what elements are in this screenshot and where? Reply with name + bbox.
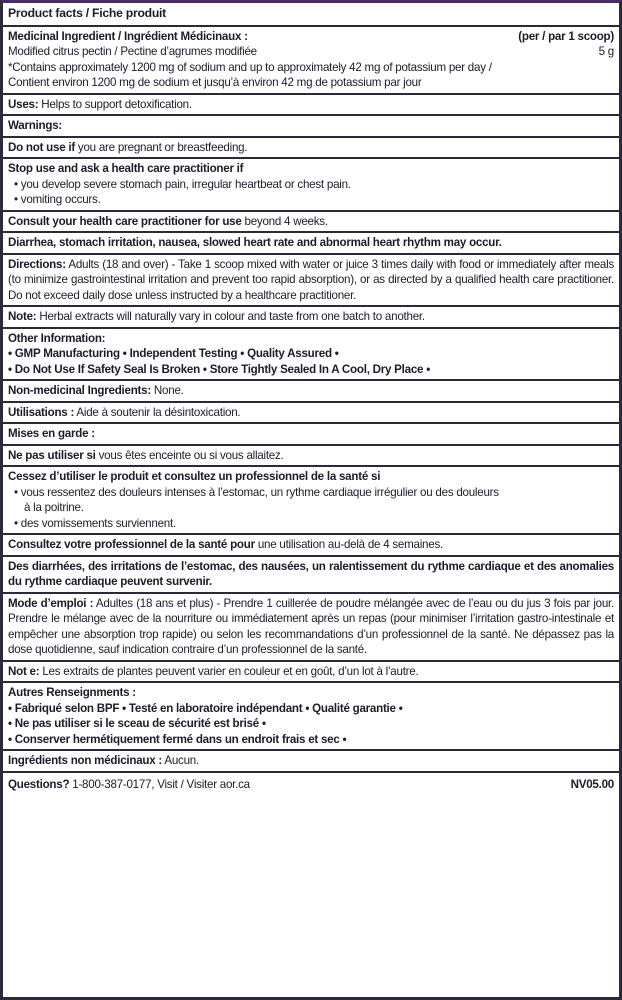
uses-text: Helps to support detoxification. (38, 97, 192, 111)
do-not-use-text: you are pregnant or breastfeeding. (74, 140, 248, 154)
other-information-line: • GMP Manufacturing • Independent Testing • Quality Assured • (8, 347, 339, 360)
non-medicinal-label: Non-medicinal Ingredients: (8, 384, 151, 397)
consultez-label: Consultez votre professionnel de la santé pour (8, 538, 255, 551)
footer (3, 773, 619, 797)
consult-section (3, 212, 619, 234)
stop-use-item: • you develop severe stomach pain, irregular heartbeat or chest pain. (14, 177, 351, 191)
utilisations-label: Utilisations : (8, 405, 75, 419)
contact-text: 1-800-387-0177, Visit / Visiter aor.ca (69, 777, 250, 791)
ne-pas-utiliser-section (3, 446, 619, 468)
autres-renseignements-line: • Ne pas utiliser si le sceau de sécurité est brisé • (8, 717, 266, 730)
questions-label: Questions? (8, 777, 70, 791)
other-information-section (3, 329, 619, 382)
effets-secondaires-warning: Des diarrhées, des irritations de l’estomac, des nausées, un ralentissement du rythme cardiaque et des anomalies du rythme cardiaque peuvent survenir. (3, 557, 619, 594)
stop-use-item: • vomiting occurs. (14, 193, 101, 206)
warnings-title: Warnings: (3, 116, 619, 138)
other-information-label: Other Information: (8, 331, 106, 345)
cessez-item: • des vomissements surviennent. (14, 516, 176, 530)
panel-title: Product facts / Fiche produit (3, 3, 619, 27)
autres-renseignements-section (3, 683, 619, 751)
mises-en-garde-title: Mises en garde : (3, 424, 619, 446)
ingredient-amount: 5 g (598, 45, 614, 58)
stop-use-section (3, 159, 619, 212)
mode-emploi-section (3, 594, 619, 662)
autres-renseignements-line: • Conserver hermétiquement fermé dans un endroit frais et sec • (8, 732, 347, 746)
uses-label: Uses: (8, 97, 39, 111)
autres-renseignements-line: • Fabriqué selon BPF • Testé en laboratoire indépendant • Qualité garantie • (8, 701, 403, 715)
other-information-line: • Do Not Use If Safety Seal Is Broken • Store Tightly Sealed In A Cool, Dry Place • (8, 362, 431, 376)
ingredients-non-medicinaux-text: Aucun. (162, 754, 199, 767)
non-medicinal-section (3, 381, 619, 403)
serving-size-label: (per / par 1 scoop) (518, 29, 614, 43)
utilisations-text: Aide à soutenir la désintoxication. (74, 405, 241, 419)
ingredients-non-medicinaux-label: Ingrédients non médicinaux : (8, 754, 163, 767)
note-fr-label: Not e: (8, 664, 40, 678)
mode-emploi-text: Adultes (18 ans et plus) - Prendre 1 cuillerée de poudre mélangée avec de l’eau ou du jus 3 fois par jour. Prendre le mélange avec de la nourriture ou immédiatement après un repas (pour minimiser l’irritation gastro-intestinale et empêcher une absorption trop rapide) ou selon les recommandations d’un professionnel de la santé. Ne dépassez pas la dose quotidienne, sauf indication contraire d’un professionnel de la santé. (8, 596, 614, 656)
medicinal-ingredient-section (3, 27, 619, 95)
product-code: NV05.00 (570, 777, 614, 791)
ne-pas-utiliser-label: Ne pas utiliser si (8, 448, 96, 462)
consultez-section (3, 535, 619, 557)
cessez-item-continued: à la poitrine. (24, 501, 84, 514)
do-not-use-section (3, 138, 619, 160)
autres-renseignements-label: Autres Renseignments : (8, 686, 136, 699)
note-fr-text: Les extraits de plantes peuvent varier en couleur et en goût, d’un lot à l’autre. (39, 664, 419, 678)
non-medicinal-text: None. (150, 384, 184, 397)
note-section (3, 307, 619, 329)
ne-pas-utiliser-text: vous êtes enceinte ou si vous allaitez. (95, 448, 284, 462)
cessez-label: Cessez d’utiliser le produit et consultez un professionnel de la santé si (8, 470, 381, 483)
directions-label: Directions: (8, 257, 66, 271)
directions-section (3, 255, 619, 308)
stop-use-label: Stop use and ask a health care practitioner if (8, 162, 244, 175)
note-text: Herbal extracts will naturally vary in colour and taste from one batch to another. (36, 310, 425, 323)
ingredients-non-medicinaux-section (3, 751, 619, 773)
sodium-note-fr: Contient environ 1200 mg de sodium et jusqu’à environ 42 mg de potassium par jour (8, 76, 422, 89)
cessez-section (3, 467, 619, 535)
consult-text: beyond 4 weeks. (241, 214, 328, 228)
directions-text: Adults (18 and over) - Take 1 scoop mixed with water or juice 3 times daily with food or immediately after meals (to minimize gastrointestinal irritation and prevent too rapid absorption), or as directed by a qualified health care practitioner. Do not exceed daily dose unless instructed by a healthcare practitioner. (8, 257, 614, 302)
medicinal-ingredient-heading: Medicinal Ingredient / Ingrédient Médicinaux : (8, 29, 248, 43)
utilisations-section (3, 403, 619, 425)
ingredient-name: Modified citrus pectin / Pectine d’agrumes modifiée (8, 45, 257, 58)
cessez-item: • vous ressentez des douleurs intenses à l’estomac, un rythme cardiaque irrégulier ou des douleurs (14, 485, 499, 499)
note-label: Note: (8, 310, 37, 323)
consult-label: Consult your health care practitioner for use (8, 214, 242, 228)
consultez-text: une utilisation au-delà de 4 semaines. (254, 538, 443, 551)
do-not-use-label: Do not use if (8, 140, 75, 154)
mode-emploi-label: Mode d’emploi : (8, 596, 94, 610)
sodium-note-en: *Contains approximately 1200 mg of sodium and up to approximately 42 mg of potassium per day / (8, 60, 492, 74)
uses-section (3, 95, 619, 117)
note-fr-section (3, 662, 619, 684)
side-effects-warning: Diarrhea, stomach irritation, nausea, slowed heart rate and abnormal heart rhythm may occur. (3, 233, 619, 255)
